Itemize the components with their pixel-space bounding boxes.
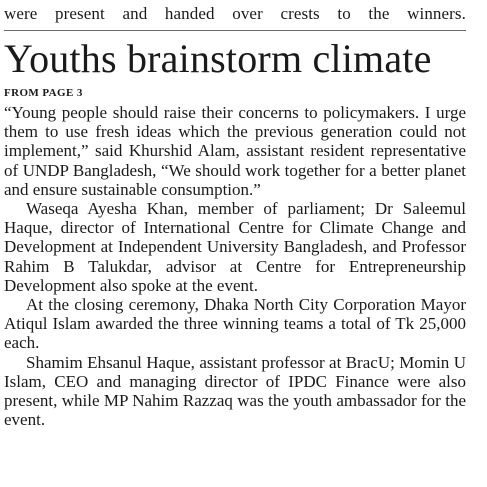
article-paragraph: Waseqa Ayesha Khan, member of parliament; Dr Saleemul Haque, director of International Centre for Climate Change and Development at Independent University Bangladesh, and Professor Rahim B Talukdar, advisor at Centre for Entrepreneurship Development also spoke at the event. <box>4 199 466 295</box>
article-paragraph: “Young people should raise their concerns to policymakers. I urge them to use fresh ideas which the previous generation could not implement,” said Khurshid Alam, assistant resident representative of UNDP Bangladesh, “We should work together for a better planet and ensure sustainable consumption.” <box>4 103 466 199</box>
article-divider <box>4 30 466 31</box>
jump-label: FROM PAGE 3 <box>4 87 83 99</box>
article-paragraph: Shamim Ehsanul Haque, assistant professor at BracU; Momin U Islam, CEO and managing director of IPDC Finance were also present, while MP Nahim Razzaq was the youth ambassador for the event. <box>4 352 466 430</box>
previous-article-last-line: were present and handed over crests to the winners. <box>4 4 466 23</box>
article-paragraph: At the closing ceremony, Dhaka North City Corporation Mayor Atiqul Islam awarded the three winning teams a total of Tk 25,000 each. <box>4 295 466 353</box>
article-headline: Youths brainstorm climate <box>4 36 432 81</box>
article-body <box>4 103 466 429</box>
newspaper-clipping <box>4 0 466 429</box>
